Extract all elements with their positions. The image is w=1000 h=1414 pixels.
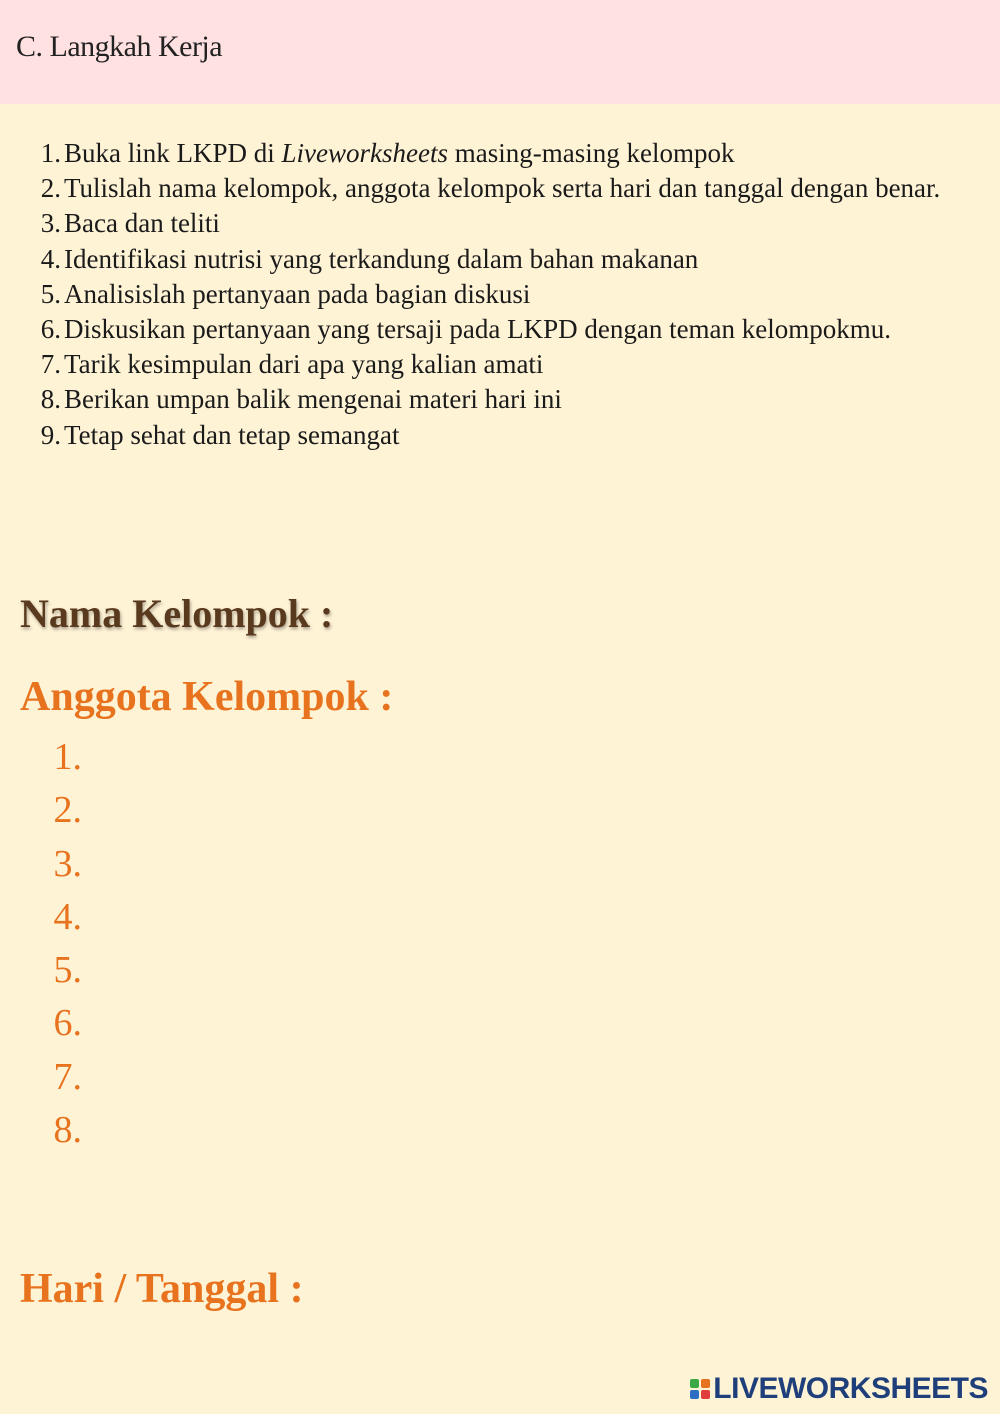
step-item	[36, 382, 978, 417]
step-number: 4.	[40, 243, 61, 274]
member-row	[40, 946, 82, 999]
step-number: 6.	[40, 314, 61, 345]
step-item	[36, 136, 978, 171]
step-text: Identifikasi nutrisi yang terkandung dalam bahan makanan	[64, 243, 699, 274]
step-number: 1.	[40, 138, 61, 168]
member-number: 6.	[53, 1002, 82, 1045]
steps-list	[36, 136, 978, 453]
group-members-label: Anggota Kelompok :	[20, 674, 394, 720]
step-number: 3.	[40, 208, 61, 239]
logo-square	[690, 1390, 699, 1399]
header-band	[0, 0, 1000, 104]
member-row	[40, 786, 82, 839]
logo-square	[690, 1379, 699, 1388]
section-title: C. Langkah Kerja	[16, 30, 223, 63]
logo-text: LIVEWORKSHEETS	[713, 1372, 988, 1405]
step-text-post: masing-masing kelompok	[448, 138, 735, 168]
step-text: Analisislah pertanyaan pada bagian diskusi	[64, 278, 531, 309]
logo-square	[701, 1390, 710, 1399]
date-label: Hari / Tanggal :	[20, 1266, 304, 1312]
member-row	[40, 733, 82, 786]
liveworksheets-logo	[690, 1372, 988, 1406]
logo-square	[701, 1379, 710, 1388]
step-item	[36, 242, 978, 277]
member-row	[40, 999, 82, 1052]
step-text-emphasis: Liveworksheets	[281, 138, 448, 168]
step-item	[36, 206, 978, 241]
step-number: 7.	[40, 349, 61, 380]
member-row	[40, 1053, 82, 1106]
step-text-pre: Buka link LKPD di	[64, 138, 282, 168]
step-item	[36, 347, 978, 382]
step-text: Tulislah nama kelompok, anggota kelompok serta hari dan tanggal dengan benar.	[64, 173, 941, 204]
step-text: Baca dan teliti	[64, 208, 220, 239]
logo-squares-icon	[690, 1379, 710, 1399]
member-number: 2.	[53, 789, 82, 832]
step-item	[36, 171, 978, 206]
member-number: 4.	[53, 895, 82, 938]
step-item	[36, 312, 978, 347]
step-item	[36, 418, 978, 453]
member-row	[40, 1106, 82, 1159]
step-number: 2.	[40, 173, 61, 204]
member-number: 3.	[53, 842, 82, 885]
step-text: Tarik kesimpulan dari apa yang kalian amati	[64, 349, 544, 380]
member-number: 7.	[53, 1055, 82, 1098]
step-item	[36, 277, 978, 312]
member-number: 1.	[53, 736, 82, 778]
step-text: Diskusikan pertanyaan yang tersaji pada LKPD dengan teman kelompokmu.	[64, 314, 892, 345]
members-list	[40, 733, 82, 1159]
step-text: Tetap sehat dan tetap semangat	[64, 419, 400, 450]
step-number: 9.	[40, 419, 61, 450]
member-number: 5.	[53, 949, 82, 992]
member-number: 8.	[53, 1109, 82, 1152]
group-name-label: Nama Kelompok :	[20, 591, 334, 636]
member-row	[40, 893, 82, 946]
step-number: 5.	[40, 278, 61, 309]
step-text	[64, 136, 978, 171]
step-text: Berikan umpan balik mengenai materi hari ini	[64, 384, 562, 415]
member-row	[40, 840, 82, 893]
step-number: 8.	[40, 384, 61, 415]
